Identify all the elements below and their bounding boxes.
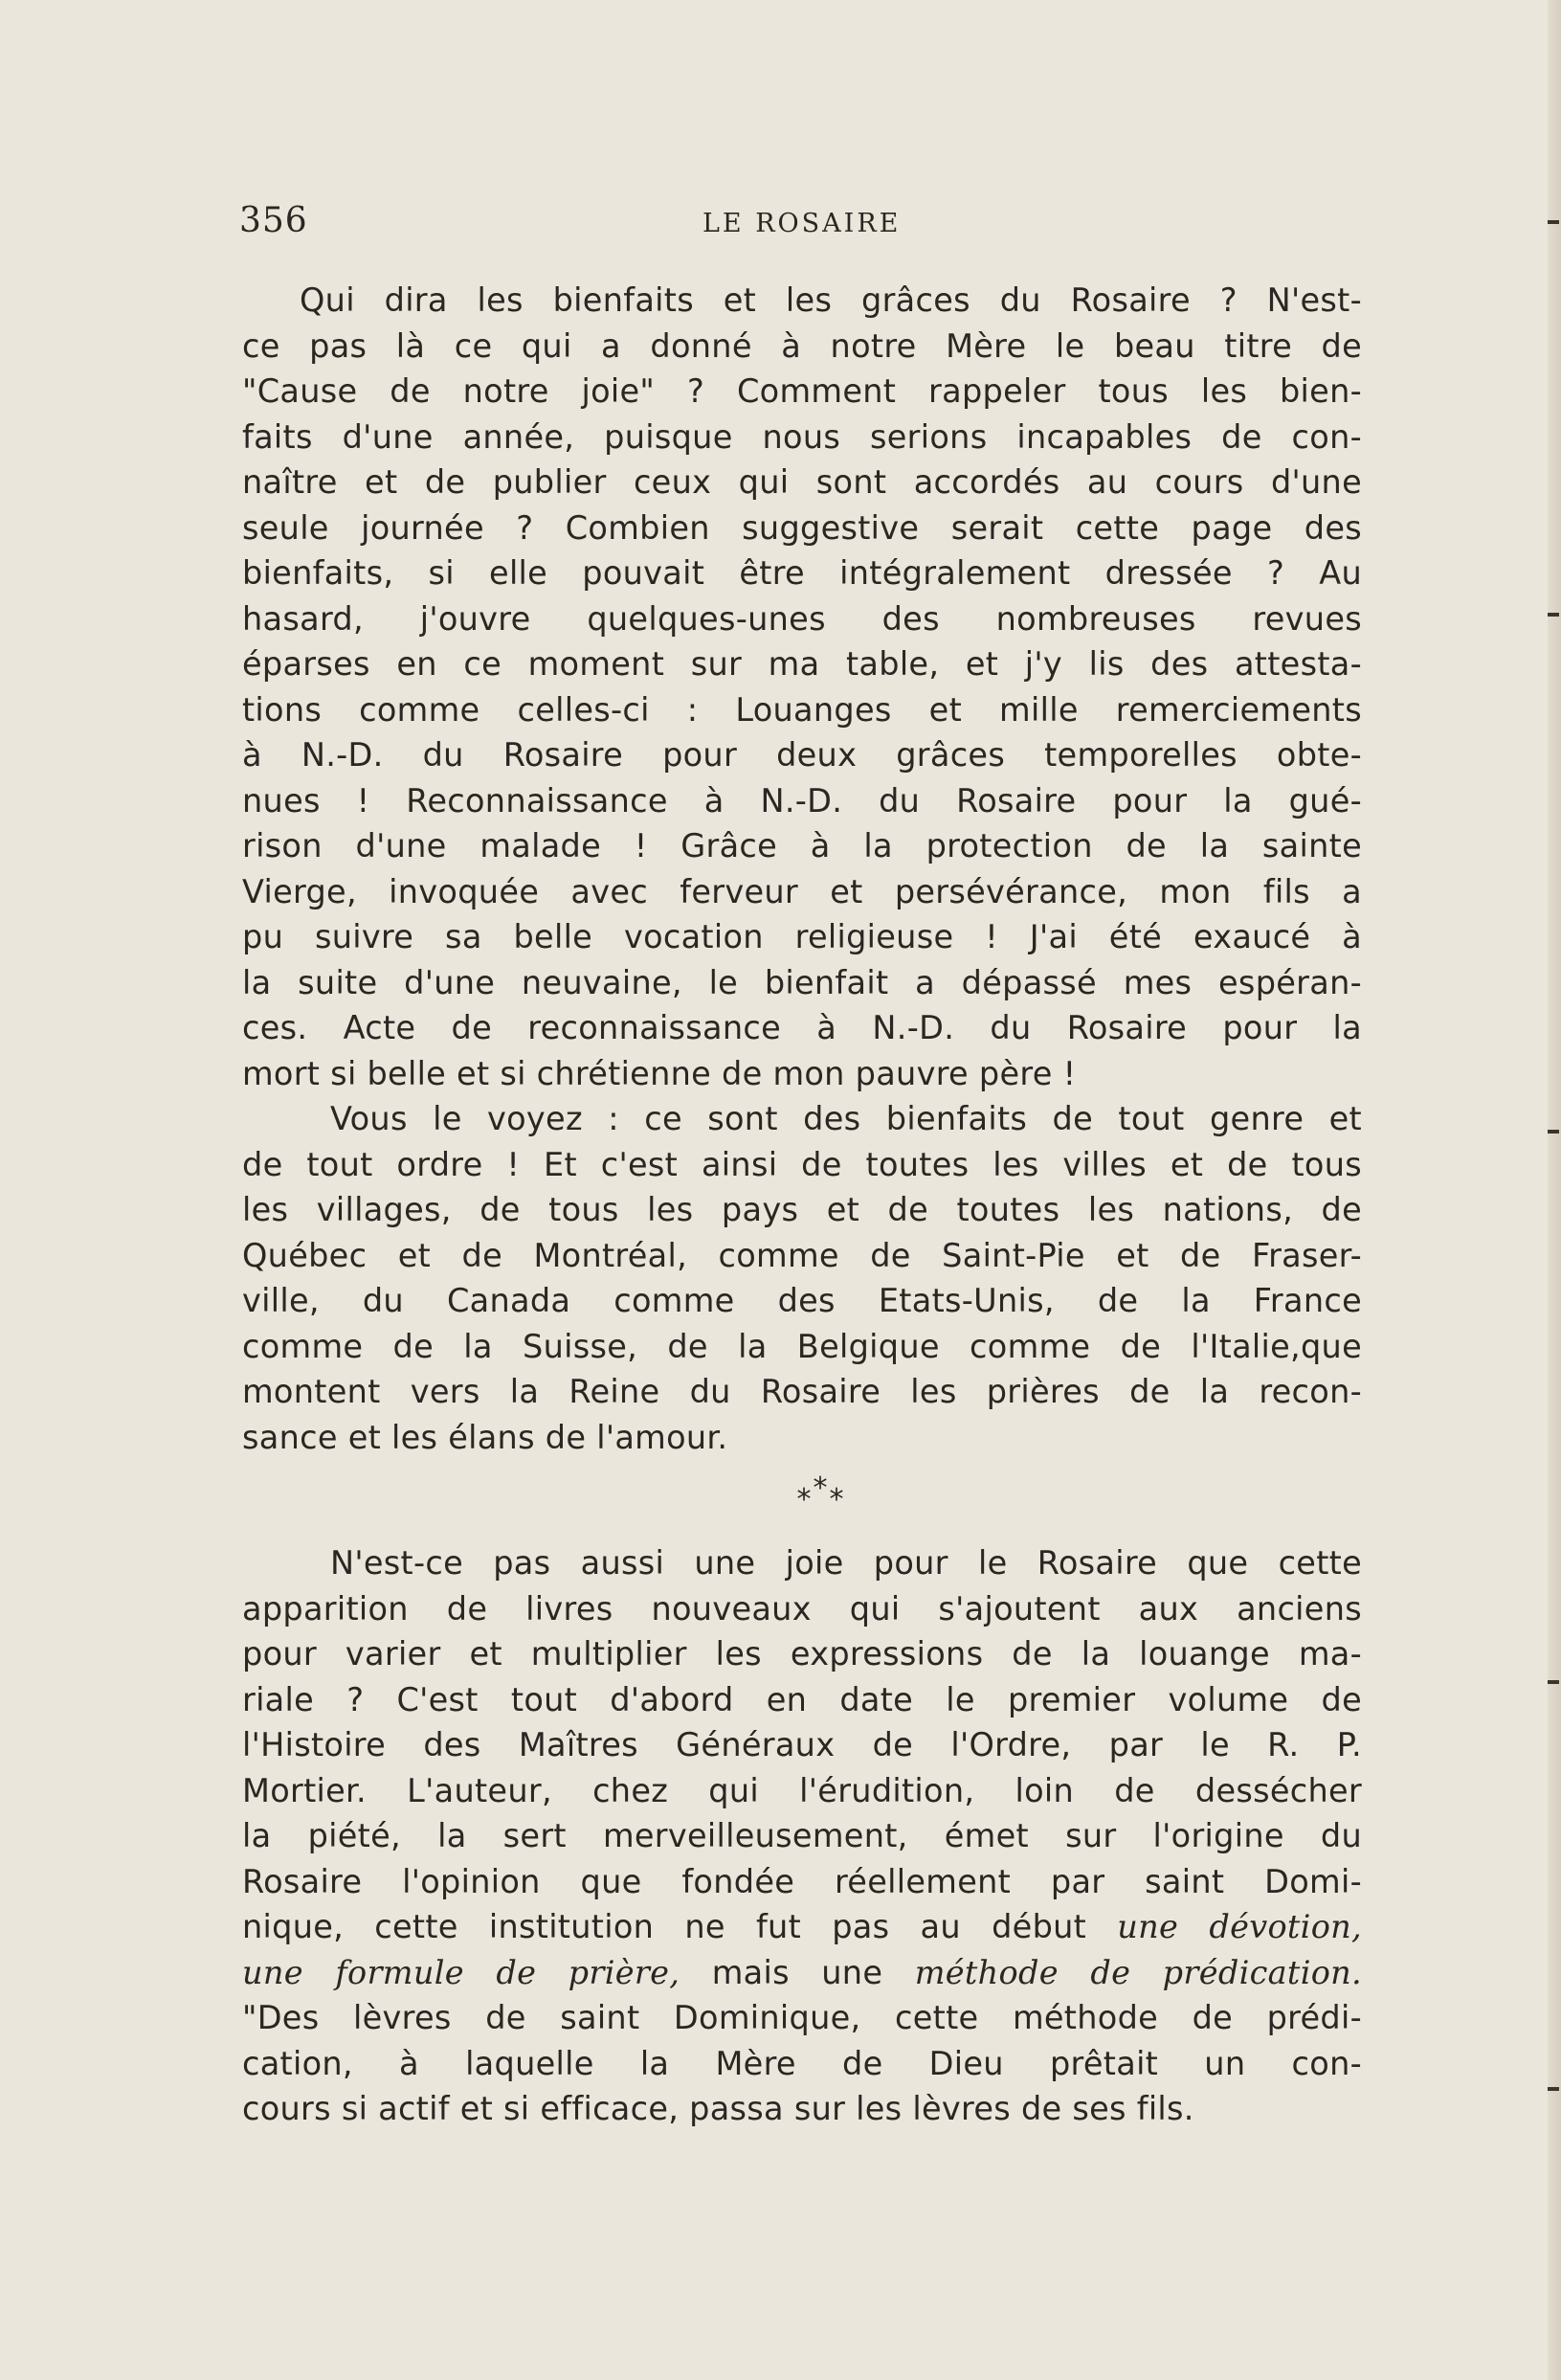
text-line (242, 1950, 1362, 1996)
text-line: ville, du Canada comme des Etats-Unis, de la France (242, 1282, 1362, 1319)
edge-mark (1548, 2087, 1559, 2091)
text-line: nues ! Reconnaissance à N.-D. du Rosaire pour la gué- (242, 781, 1362, 820)
text-line: N'est-ce pas aussi une joie pour le Rosaire que cette (330, 1544, 1362, 1582)
italic-run: méthode de prédication. (914, 1953, 1363, 1991)
text-line: naître et de publier ceux qui sont accordés au cours d'une (242, 463, 1362, 501)
text-line: tions comme celles-ci : Louanges et mille remerciements (242, 690, 1362, 729)
text-line: Québec et de Montréal, comme de Saint-Pie et de Fraser- (242, 1236, 1362, 1274)
text-line: de tout ordre ! Et c'est ainsi de toutes les villes et de tous (242, 1145, 1362, 1183)
text-line: Vierge, invoquée avec ferveur et persévérance, mon fils a (242, 872, 1362, 910)
text-line: éparses en ce moment sur ma table, et j'y lis des attesta- (242, 645, 1362, 683)
text-line: ce pas là ce qui a donné à notre Mère le beau titre de (242, 326, 1362, 365)
edge-mark (1548, 1680, 1559, 1684)
text-line (242, 1904, 1362, 1950)
asterisk: * (829, 1483, 846, 1516)
page-number: 356 (239, 201, 308, 240)
text-line: la piété, la sert merveilleusement, émet sur l'origine du (242, 1817, 1362, 1854)
italic-run: une formule de prière, (242, 1953, 680, 1991)
text-run: nique, cette institution ne fut pas au début (242, 1908, 1087, 1945)
text-line: riale ? C'est tout d'abord en date le premier volume de (242, 1680, 1362, 1718)
text-line: rison d'une malade ! Grâce à la protection de la sainte (242, 827, 1362, 864)
text-line: Vous le voyez : ce sont des bienfaits de tout genre et (330, 1100, 1362, 1137)
text-line: Rosaire l'opinion que fondée réellement par saint Domi- (242, 1862, 1362, 1900)
edge-mark (1548, 220, 1559, 224)
text-line: pu suivre sa belle vocation religieuse ! J'ai été exaucé à (242, 918, 1362, 955)
text-line: mort si belle et si chrétienne de mon pauvre père ! (242, 1054, 1077, 1092)
text-line: montent vers la Reine du Rosaire les prières de la recon- (242, 1373, 1362, 1410)
text-line: seule journée ? Combien suggestive serait cette page des (242, 508, 1362, 547)
edge-mark (1548, 613, 1559, 617)
text-line: comme de la Suisse, de la Belgique comme de l'Italie,que (242, 1327, 1362, 1365)
text-line: bienfaits, si elle pouvait être intégralement dressée ? Au (242, 554, 1362, 592)
text-line: pour varier et multiplier les expressions de la louange ma- (242, 1635, 1362, 1673)
text-line: faits d'une année, puisque nous serions incapables de con- (242, 417, 1362, 456)
text-line: sance et les élans de l'amour. (242, 1418, 728, 1456)
text-line: apparition de livres nouveaux qui s'ajoutent aux anciens (242, 1589, 1362, 1628)
text-line: cours si actif et si efficace, passa sur les lèvres de ses fils. (242, 2090, 1194, 2127)
text-line: les villages, de tous les pays et de toutes les nations, de (242, 1191, 1362, 1228)
text-line: la suite d'une neuvaine, le bienfait a dépassé mes espéran- (242, 963, 1362, 1001)
text-run: mais une (711, 1953, 883, 1991)
text-line: "Cause de notre joie" ? Comment rappeler tous les bien- (242, 372, 1362, 410)
italic-run: une dévotion, (1117, 1908, 1362, 1945)
asterisk: * (813, 1471, 830, 1505)
text-line: "Des lèvres de saint Dominique, cette méthode de prédi- (242, 1999, 1362, 2036)
running-head: LE ROSAIRE (702, 209, 902, 238)
asterisk: * (796, 1483, 814, 1516)
text-line: à N.-D. du Rosaire pour deux grâces temporelles obte- (242, 736, 1362, 774)
page-edge (1548, 0, 1561, 2380)
edge-mark (1548, 1130, 1559, 1134)
body-text (242, 278, 1362, 2132)
section-separator (242, 1460, 1362, 1540)
text-line: cation, à laquelle la Mère de Dieu prêtait un con- (242, 2044, 1362, 2082)
text-line: Mortier. L'auteur, chez qui l'érudition, loin de dessécher (242, 1771, 1362, 1809)
text-line: hasard, j'ouvre quelques-unes des nombreuses revues (242, 599, 1362, 638)
text-line: l'Histoire des Maîtres Généraux de l'Ordre, par le R. P. (242, 1726, 1362, 1763)
text-line: Qui dira les bienfaits et les grâces du Rosaire ? N'est- (300, 281, 1362, 319)
text-line: ces. Acte de reconnaissance à N.-D. du Rosaire pour la (242, 1009, 1362, 1046)
